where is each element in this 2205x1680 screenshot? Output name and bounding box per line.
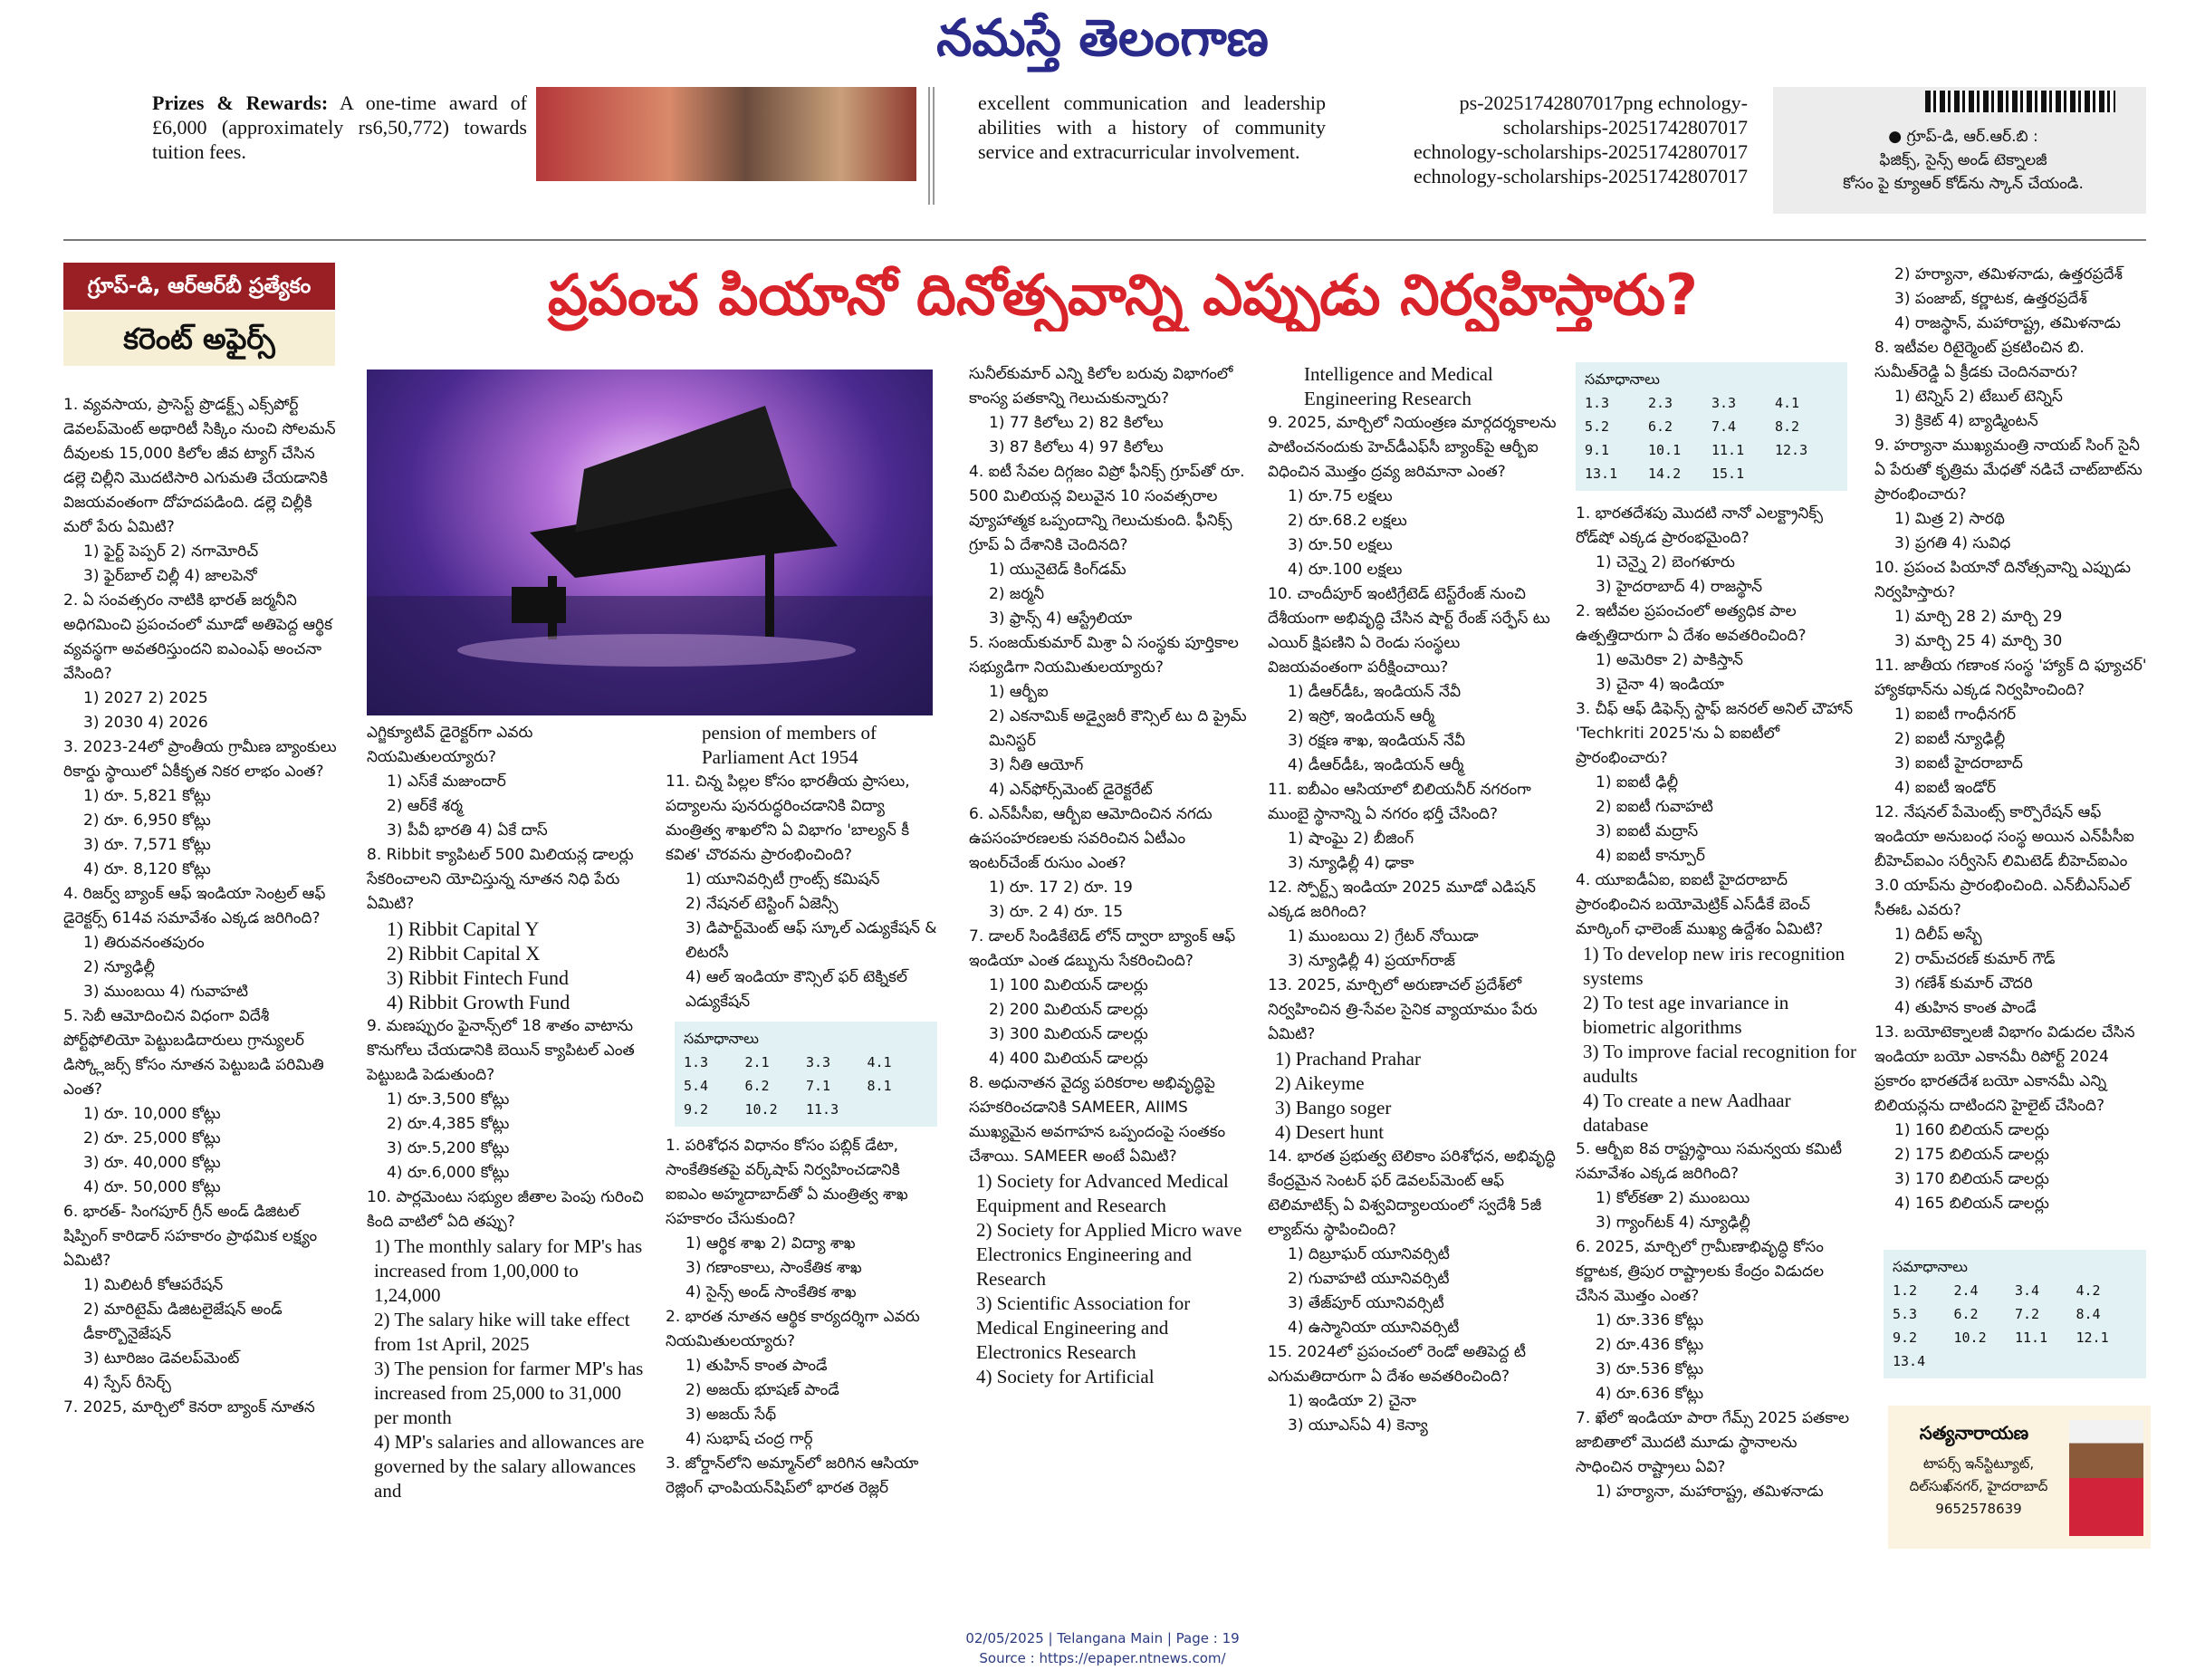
footer-source-link[interactable]: Source : https://epaper.ntnews.com/: [979, 1650, 1226, 1666]
question: 7. 2025, మార్చిలో కెనరా బ్యాంక్‌ నూతన: [63, 1398, 315, 1416]
question: 2. ఏ సంవత్సరం నాటికి భారత్‌ జర్మనీని అధిగమించి ప్రపంచంలో మూడో అతిపెద్ద ఆర్థిక వ్యవస్థగా అవతరిస్తుందని ఐఎంఎఫ్‌ అంచనా వేసింది? 1) 2027 2) 2025 3) 2030 4) 2026: [63, 591, 332, 732]
question: 6. భారత్‌- సింగపూర్‌ గ్రీన్‌ అండ్‌ డిజిటల్‌ షిప్పింగ్‌ కారిడార్‌ సహకారం ప్రాథమిక లక్ష్యం ఏమిటి? 1) మిలిటరీ కోఆపరేషన్‌ 2) మారిటైమ్‌ డిజిటలైజేషన్‌ అండ్‌ డీకార్బొనైజేషన్‌ 3) టూరిజం డెవలప్‌మెంట్‌ 4) స్పేస్‌ రీసెర్చ్‌: [63, 1203, 318, 1392]
english-option: 3) The pension for farmer MP's has increased from 25,000 to 31,000 per month: [374, 1358, 644, 1428]
question: 15. 2024లో ప్రపంచంలో రెండో అతిపెద్ద టీ ఎగుమతిదారుగా ఏ దేశం అవతరించింది? 1) ఇండియా 2) చైనా 3) యూఎస్‌ఏ 4) కెన్యా: [1268, 1343, 1527, 1435]
english-option: 2) Aikeyme: [1275, 1072, 1365, 1094]
qr-code-icon[interactable]: [1925, 91, 2115, 112]
column-6: [1576, 362, 1856, 1549]
english-option: 1) The monthly salary for MP's has increased from 1,00,000 to 1,24,000: [374, 1235, 643, 1306]
english-option: 4) To create a new Aadhaar database: [1583, 1090, 1791, 1136]
question: 12. నేషనల్‌ పేమెంట్స్‌ కార్పొరేషన్‌ ఆఫ్‌ ఇండియా అనుబంధ సంస్థ అయిన ఎన్‌పీసీఐ బీహెచ్‌ఐఎం సర్వీసెస్‌ లిమిటెడ్‌ బీహెచ్‌ఐఎం 3.0 యాప్‌ను ప్రారంభించింది. ఎన్‌బీఎస్‌ఎల్‌ సీఈఓ ఎవరు? 1) దిలీప్‌ అస్బే 2) రామ్‌చరణ్‌ కుమార్‌ గౌడ్‌ 3) గణేశ్‌ కుమార్‌ చౌదరి 4) తుహిన కాంత పాండే: [1874, 803, 2134, 1017]
english-option: 4) Desert hunt: [1275, 1121, 1385, 1143]
question: 7. డాలర్‌ సిండికేటెడ్‌ లోన్‌ ద్వారా బ్యాంక్‌ ఆఫ్‌ ఇండియా ఎంత డబ్బును సేకరించింది? 1) 100 మిలియన్‌ డాలర్లు 2) 200 మిలియన్‌ డాలర్లు 3) 300 మిలియన్‌ డాలర్లు 4) 400 మిలియన్‌ డాలర్లు: [969, 927, 1236, 1068]
column-2: [367, 721, 647, 1536]
question: 2) హర్యానా, తమిళనాడు, ఉత్తరప్రదేశ్‌ 3) పంజాబ్‌, కర్ణాటక, ఉత్తరప్రదేశ్‌ 4) రాజస్థాన్‌, మహారాష్ట్ర, తమిళనాడు: [1894, 265, 2124, 332]
question: 4. యూఐడీఏఐ, ఐఐటీ హైదరాబాద్‌ ప్రారంభించిన బయోమెట్రిక్‌ ఎస్‌డీకే బెంచ్‌ మార్కింగ్‌ ఛాలెంజ్‌ ముఖ్య ఉద్దేశం ఏమిటి? 1) To develop new iris recognition systems 2) To test age invariance in biometric algorithms 3) To improve facial recognition for audults 4) To create a new Aadhaar database: [1576, 871, 1856, 1136]
question: 9. హర్యానా ముఖ్యమంత్రి నాయబ్‌ సింగ్‌ సైనీ ఏ పేరుతో కృత్రిమ మేధతో నడిచే చాట్‌బాట్‌ను ప్రారంభించారు? 1) మిత్ర 2) సారథి 3) ప్రగతి 4) సువిధ: [1874, 437, 2143, 552]
question: 4. రిజర్వ్‌ బ్యాంక్‌ ఆఫ్‌ ఇండియా సెంట్రల్‌ ఆఫ్‌ డైరెక్టర్స్‌ 614వ సమావేశం ఎక్కడ జరిగింది? 1) తిరువనంతపురం 2) న్యూఢిల్లీ 3) ముంబయి 4) గువాహటి: [63, 885, 326, 1001]
author-name: సత్యనారాయణ: [1919, 1422, 2029, 1444]
english-option: 3) Bango soger: [1275, 1097, 1392, 1118]
column-4: [969, 362, 1250, 1549]
question: 8. Ribbit క్యాపిటల్‌ 500 మిలియన్ల డాలర్లు సేకరించాలని యోచిస్తున్న నూతన నిధి పేరు ఏమిటి? 1) Ribbit Capital Y 2) Ribbit Capital X 3) Ribbit Fintech Fund 4) Ribbit Growth Fund: [367, 846, 634, 1013]
question: 11. జాతీయ గణాంక సంస్థ 'హ్యాక్‌ ది ఫ్యూచర్‌' హ్యాకథాన్‌ను ఎక్కడ నిర్వహించింది? 1) ఐఐటీ గాంధీనగర్‌ 2) ఐఐటీ న్యూఢిల్లీ 3) ఐఐటీ హైదరాబాద్‌ 4) ఐఐటీ ఇండోర్‌: [1874, 657, 2147, 797]
column-5: [1268, 362, 1558, 1549]
question: 1. భారతదేశపు మొదటి నానో ఎలక్ట్రానిక్స్‌ రోడ్‌షో ఎక్కడ ప్రారంభమైంది? 1) చెన్నై 2) బెంగళూరు 3) హైదరాబాద్‌ 4) రాజస్థాన్‌: [1576, 504, 1824, 596]
author-location: దిల్‌సుఖ్‌నగర్‌, హైదరాబాద్‌: [1909, 1478, 2048, 1494]
question: 10. పార్లమెంటు సభ్యుల జీతాల పెంపు గురించి కింది వాటిలో ఏది తప్పు? 1) The monthly salary for MP's has increased from 1,00,000 to 1,24,000 2) The salary hike will take effect from 1st April, 2025 3) The pension for farmer MP's has increased from 25,000 to 31,000 per month 4) MP's salaries and allowances are governed by the salary allowances and: [367, 1186, 647, 1503]
question: 8. అధునాతన వైద్య పరికరాల అభివృద్ధిపై సహకరించడానికి SAMEER, AIIMS ముఖ్యమైన అవగాహన ఒప్పందంపై సంతకం చేశాయి. SAMEER అంటే ఏమిటి? 1) Society for Advanced Medical Equipment and Research 2) Society for Applied Micro wave Electronics Engineering and Research 3) Scientific Association for Medical Engineering and Electronics Research 4) Society for Artificial: [969, 1071, 1250, 1389]
question: 9. మణప్పురం ఫైనాన్స్‌లో 18 శాతం వాటాను కొనుగోలు చేయడానికి బెయిన్‌ క్యాపిటల్‌ ఎంత పెట్టుబడి పెడుతుంది? 1) రూ.3,500 కోట్లు 2) రూ.4,385 కోట్లు 3) రూ.5,200 కోట్లు 4) రూ.6,000 కోట్లు: [367, 1017, 635, 1182]
question: 5. సెబీ ఆమోదించిన విధంగా విదేశీ పోర్ట్‌ఫోలియో పెట్టుబడిదారులు గ్రాన్యులర్‌ డిస్క్లోజర్స్‌ కోసం నూతన పెట్టుబడి పరిమితి ఎంత? 1) రూ. 10,000 కోట్లు 2) రూ. 25,000 కోట్లు 3) రూ. 40,000 కోట్లు 4) రూ. 50,000 కోట్లు: [63, 1007, 324, 1196]
link-line[interactable]: echnology-scholarships-20251742807017: [1413, 140, 1748, 163]
answers-box: సమాధానాలు 1.2 2.4 3.4 4.2 5.3 6.2 7.2 8.4 9.2 10.2 11.1 12.1 13.4: [1884, 1250, 2146, 1378]
question: 10. ప్రపంచ పియానో దినోత్సవాన్ని ఎప్పుడు నిర్వహిస్తారు? 1) మార్చి 28 2) మార్చి 29 3) మార్చి 25 4) మార్చి 30: [1874, 559, 2132, 650]
question: 1. వ్యవసాయ, ప్రాసెస్ట్‌ ప్రొడక్ట్స్‌ ఎక్స్‌పోర్ట్‌ డెవలప్‌మెంట్‌ అథారిటీ సిక్కిం నుంచి సోలమన్‌ దీవులకు 15,000 కిలోల జీవ ట్యాగ్‌ చేసిన డల్లె చిల్లీని మొదటిసారి ఎగుమతి చేయడానికి విజయవంతంగా దోహదపడింది. డల్లె చిల్లీకి మరో పేరు ఏమిటి? 1) ఫైర్ట్‌ పెప్పర్‌ 2) నగామోరిచ్‌ 3) ఫైర్‌బాల్‌ చిల్లీ 4) జాలపెనో: [63, 396, 336, 585]
question: సునీల్‌కుమార్‌ ఎన్ని కిలోల బరువు విభాగంలో కాంస్య పతకాన్ని గెలుచుకున్నారు? 1) 77 కిలోలు 2) 82 కిలోలు 3) 87 కిలోలు 4) 97 కిలోలు: [969, 365, 1233, 456]
prizes-text: A one-time award of £6,000 (approximately rs6,50,772) towards tuition fees.: [152, 91, 527, 163]
answers-box: సమాధానాలు 1.3 2.1 3.3 4.1 5.4 6.2 7.1 8.1 9.2 10.2 11.3: [675, 1022, 937, 1127]
question: 4. ఐటీ సేవల దిగ్గజం విప్రో ఫీనిక్స్‌ గ్రూప్‌తో రూ. 500 మిలియన్ల విలువైన 10 సంవత్సరాల వ్యూహాత్మక ఒప్పందాన్ని గెలుచుకుంది. ఫీనిక్స్‌ గ్రూప్‌ ఏ దేశానికి చెందినది? 1) యునైటెడ్‌ కింగ్‌డమ్‌ 2) జర్మనీ 3) ఫ్రాన్స్‌ 4) ఆస్ట్రేలియా: [969, 463, 1245, 628]
author-card: [1888, 1406, 2151, 1549]
question: 10. చాందీపూర్‌ ఇంటిగ్రేటెడ్‌ టెస్ట్‌రేంజ్‌ నుంచి దేశీయంగా అభివృద్ధి చేసిన షార్ట్‌ రేంజ్‌ సర్ఫేస్‌ టు ఎయిర్‌ క్షిపణిని ఏ రెండు సంస్థలు విజయవంతంగా పరీక్షించాయి? 1) డీఆర్‌డీఓ, ఇండియన్‌ నేవీ 2) ఇస్రో, ఇండియన్‌ ఆర్మీ 3) రక్షణ శాఖ, ఇండియన్‌ నేవీ 4) డీఆర్‌డీఓ, ఇండియన్‌ ఆర్మీ: [1268, 585, 1550, 774]
english-option: 2) The salary hike will take effect from 1st April, 2025: [374, 1309, 630, 1355]
english-option: 2) To test age invariance in biometric algorithms: [1583, 992, 1789, 1038]
qr-text: [1791, 125, 2135, 196]
english-option: 1) Society for Advanced Medical Equipment and Research: [976, 1170, 1229, 1216]
question: 3. జోర్డాన్‌లోని అమ్మాన్‌లో జరిగిన ఆసియా రెజ్లింగ్‌ ఛాంపియన్‌షిప్‌లో భారత రెజ్లర్‌: [666, 1454, 919, 1497]
author-info: [1888, 1453, 2069, 1521]
prizes-block: [152, 91, 527, 164]
english-option: 1) To develop new iris recognition systems: [1583, 943, 1845, 989]
footer: [815, 1628, 1390, 1674]
qr-line: ఫిజిక్స్‌, సైన్స్‌ అండ్‌ టెక్నాలజీ: [1879, 151, 2047, 169]
column-3: [666, 721, 937, 1536]
question: ఎగ్జిక్యూటివ్‌ డైరెక్టర్‌గా ఎవరు నియమితులయ్యారు? 1) ఎస్‌కే మజుందార్‌ 2) ఆర్‌కే శర్మ 3) పీవీ భారతి 4) ఏకే దాస్‌: [367, 724, 548, 840]
piano-illustration: [367, 370, 933, 715]
link-line[interactable]: scholarships-20251742807017: [1502, 116, 1748, 139]
question: 2. భారత నూతన ఆర్థిక కార్యదర్శిగా ఎవరు నియమితులయ్యారు? 1) తుహిన్‌ కాంత పాండే 2) అజయ్‌ భూషణ్‌ పాండే 3) అజయ్‌ సేథ్‌ 4) సుభాష్‌ చంద్ర గార్గ్‌: [666, 1308, 920, 1448]
prizes-label: Prizes & Rewards:: [152, 91, 329, 114]
masthead-title: నమస్తే తెలంగాణ: [936, 9, 1269, 68]
author-institute: టాపర్స్‌ ఇన్‌స్టిట్యూట్‌,: [1922, 1455, 2035, 1472]
column-1: [63, 393, 337, 1420]
question: 2. ఇటీవల ప్రపంచంలో అత్యధిక పాల ఉత్పత్తిదారుగా ఏ దేశం అవతరించింది? 1) అమెరికా 2) పాకిస్తాన్‌ 3) చైనా 4) ఇండియా: [1576, 602, 1807, 694]
footer-edition: 02/05/2025 | Telangana Main | Page : 19: [965, 1630, 1240, 1646]
link-line[interactable]: ps-20251742807017png echnology-: [1459, 91, 1748, 114]
link-line[interactable]: echnology-scholarships-20251742807017: [1413, 165, 1748, 187]
question: 3. చీఫ్‌ ఆఫ్‌ డిఫెన్స్‌ స్టాఫ్‌ జనరల్‌ అనిల్‌ చౌహాన్‌ 'Techkriti 2025'ను ఏ ఐఐటీలో ప్రారంభించారు? 1) ఐఐటీ ఢిల్లీ 2) ఐఐటీ గువాహటి 3) ఐఐటీ మద్రాస్‌ 4) ఐఐటీ కాన్పూర్‌: [1576, 700, 1854, 865]
english-option: 1) Prachand Prahar: [1275, 1048, 1421, 1070]
question: 11. చిన్న పిల్లల కోసం భారతీయ ప్రాసలు, పద్యాలను పునరుద్ధరించడానికి విద్యా మంత్రిత్వ శాఖలోని ఏ విభాగం 'బాల్యన్‌ కీ కవిత' చొరవను ప్రారంభించింది? 1) యూనివర్సిటీ గ్రాంట్స్‌ కమిషన్‌ 2) నేషనల్‌ టెస్టింగ్‌ ఏజెన్సీ 3) డిపార్ట్‌మెంట్‌ ఆఫ్‌ స్కూల్‌ ఎడ్యుకేషన్‌ & లిటరసీ 4) ఆల్‌ ఇండియా కౌన్సిల్‌ ఫర్‌ టెక్నికల్‌ ఎడ్యుకేషన్‌: [666, 773, 937, 1011]
question: 12. స్పోర్ట్స్‌ ఇండియా 2025 మూడో ఎడిషన్‌ ఎక్కడ జరిగింది? 1) ముంబయి 2) గ్రేటర్‌ నోయిడా 3) న్యూఢిల్లీ 4) ప్రయాగ్‌రాజ్‌: [1268, 878, 1536, 970]
english-option: 4) Society for Artificial: [976, 1366, 1155, 1387]
author-photo: [2069, 1420, 2143, 1536]
question: 6. ఎన్‌పీసీఐ, ఆర్బీఐ ఆమోదించిన నగదు ఉపసంహరణలకు సవరించిన ఏటీఎం ఇంటర్‌చేంజ్‌ రుసుం ఎంత? 1) రూ. 17 2) రూ. 19 3) రూ. 2 4) రూ. 15: [969, 805, 1213, 921]
top-strip: [63, 87, 2146, 241]
qr-bullet: ● గ్రూప్‌-డి, ఆర్‌.ఆర్‌.బి :: [1888, 128, 2038, 146]
question: 14. భారత ప్రభుత్వ టెలికాం పరిశోధన, అభివృద్ధి కేంద్రమైన సెంటర్‌ ఫర్‌ డెవలప్‌మెంట్‌ ఆఫ్‌ టెలిమాటిక్స్‌ ఏ విశ్వవిద్యాలయంలో స్వదేశీ 5జీ ల్యాబ్‌ను స్థాపించింది? 1) దిబ్రూఘర్‌ యూనివర్సిటీ 2) గువాహటి యూనివర్సిటీ 3) తేజ్‌పూర్‌ యూనివర్సిటీ 4) ఉస్మానియా యూనివర్సిటీ: [1268, 1147, 1556, 1337]
piano-photo: [367, 370, 933, 715]
english-option: 3) Scientific Association for Medical Engineering and Electronics Research: [976, 1292, 1191, 1363]
column-7: [1874, 263, 2151, 1399]
english-option: 4) MP's salaries and allowances are governed by the salary allowances and: [374, 1431, 645, 1502]
question: 13. 2025, మార్చిలో అరుణాచల్‌ ప్రదేశ్‌లో నిర్వహించిన త్రి-సేవల సైనిక వ్యాయామం పేరు ఏమిటి? 1) Prachand Prahar 2) Aikeyme 3) Bango soger 4) Desert hunt: [1268, 974, 1558, 1145]
section-title: కరెంట్‌ అఫైర్స్‌: [63, 312, 335, 366]
question: 13. బయోటెక్నాలజీ విభాగం విడుదల చేసిన ఇండియా బయో ఎకానమీ రిపోర్ట్‌ 2024 ప్రకారం భారతదేశ బయో ఎకానమీ ఎన్ని బిలియన్లను దాటిందని హైలైట్‌ చేసింది? 1) 160 బిలియన్‌ డాలర్లు 2) 175 బిలియన్‌ డాలర్లు 3) 170 బిలియన్‌ డాలర్లు 4) 165 బిలియన్‌ డాలర్లు: [1874, 1023, 2135, 1213]
section-tag: గ్రూప్‌-డి, ఆర్‌ఆర్‌బీ ప్రత్యేకం: [63, 263, 335, 310]
question: 9. 2025, మార్చిలో నియంత్రణ మార్గదర్శకాలను పాటించనందుకు హెచ్‌డీఎఫ్‌సీ బ్యాంక్‌పై ఆర్బీఐ విధించిన మొత్తం ద్రవ్య జరిమానా ఎంత? 1) రూ.75 లక్షలు 2) రూ.68.2 లక్షలు 3) రూ.50 లక్షలు 4) రూ.100 లక్షలు: [1268, 414, 1557, 579]
headline: ప్రపంచ పియానో దినోత్సవాన్ని ఎప్పుడు నిర్వహిస్తారు?: [548, 262, 1698, 328]
question: 6. 2025, మార్చిలో గ్రామీణాభివృద్ధి కోసం కర్ణాటక, త్రిపుర రాష్ట్రాలకు కేంద్రం విడుదల చేసిన మొత్తం ఎంత? 1) రూ.336 కోట్లు 2) రూ.436 కోట్లు 3) రూ.536 కోట్లు 4) రూ.636 కోట్లు: [1576, 1238, 1825, 1403]
students-photo: [536, 87, 916, 181]
english-option: 2) Society for Applied Micro wave Electronics Engineering and Research: [976, 1219, 1242, 1290]
question: 5. ఆర్బీఐ 8వ రాష్ట్రస్థాయి సమన్వయ కమిటీ సమావేశం ఎక్కడ జరిగింది? 1) కోల్‌కతా 2) ముంబయి 3) గ్యాంగ్‌టక్‌ 4) న్యూఢిల్లీ: [1576, 1140, 1842, 1232]
question: 1. పరిశోధన విధానం కోసం పబ్లిక్‌ డేటా, సాంకేతికతపై వర్క్‌షాప్‌ నిర్వహించడానికి ఐఐఎం అహ్మదాబాద్‌తో ఏ మంత్రిత్వ శాఖ సహకారం చేసుకుంది? 1) ఆర్థిక శాఖ 2) విద్యా శాఖ 3) గణాంకాలు, సాంకేతిక శాఖ 4) సైన్స్‌ అండ్‌ సాంకేతిక శాఖ: [666, 1137, 908, 1301]
question: 8. ఇటీవల రిటైర్మెంట్‌ ప్రకటించిన బి. సుమీత్‌రెడ్డి ఏ క్రీడకు చెందినవారు? 1) టెన్నిస్‌ 2) టేబుల్‌ టెన్నిస్‌ 3) క్రికెట్‌ 4) బ్యాడ్మింటన్‌: [1874, 339, 2085, 430]
link-block: [1349, 91, 1748, 188]
qr-box: [1773, 87, 2146, 214]
qr-line: కోసం పై క్యూఆర్‌ కోడ్‌ను స్కాన్‌ చేయండి.: [1843, 175, 2084, 193]
question: 3. 2023-24లో ప్రాంతీయ గ్రామీణ బ్యాంకులు రికార్డు స్థాయిలో ఏకీకృత నికర లాభం ఎంత? 1) రూ. 5,821 కోట్లు 2) రూ. 6,950 కోట్లు 3) రూ. 7,571 కోట్లు 4) రూ. 8,120 కోట్లు: [63, 738, 337, 878]
english-continuation: pension of members of Parliament Act 1954: [702, 722, 877, 768]
question: 7. ఖేలో ఇండియా పారా గేమ్స్‌ 2025 పతకాల జాబితాలో మొదటి మూడు స్థానాలను సాధించిన రాష్ట్రాలు ఏవి? 1) హర్యానా, మహారాష్ట్ర, తమిళనాడు: [1576, 1409, 1850, 1501]
criteria-text: excellent communication and leadership abilities with a history of community service and extracurricular involvement.: [978, 91, 1326, 163]
answers-box: సమాధానాలు 1.3 2.3 3.3 4.1 5.2 6.2 7.4 8.2 9.1 10.1 11.1 12.3 13.1 14.2 15.1: [1576, 362, 1847, 491]
english-option: 3) To improve facial recognition for audults: [1583, 1041, 1856, 1087]
question: 11. ఐబీఎం ఆసియాలో బిలియనీర్‌ నగరంగా ముంబై స్థానాన్ని ఏ నగరం భర్తీ చేసింది? 1) షాంఘై 2) బీజింగ్‌ 3) న్యూఢిల్లీ 4) ఢాకా: [1268, 781, 1531, 872]
author-phone: 9652578639: [1935, 1501, 2022, 1517]
question: 5. సంజయ్‌కుమార్‌ మిశ్రా ఏ సంస్థకు పూర్తికాల సభ్యుడిగా నియమితులయ్యారు? 1) ఆర్బీఐ 2) ఎకనామిక్‌ అడ్వైజరీ కౌన్సిల్‌ టు ది ప్రైమ్‌ మినిస్టర్‌ 3) నీతి ఆయోగ్‌ 4) ఎన్‌ఫోర్స్‌మెంట్‌ డైరెక్టరేట్‌: [969, 634, 1247, 799]
english-continuation: Intelligence and Medical Engineering Research: [1304, 363, 1493, 409]
